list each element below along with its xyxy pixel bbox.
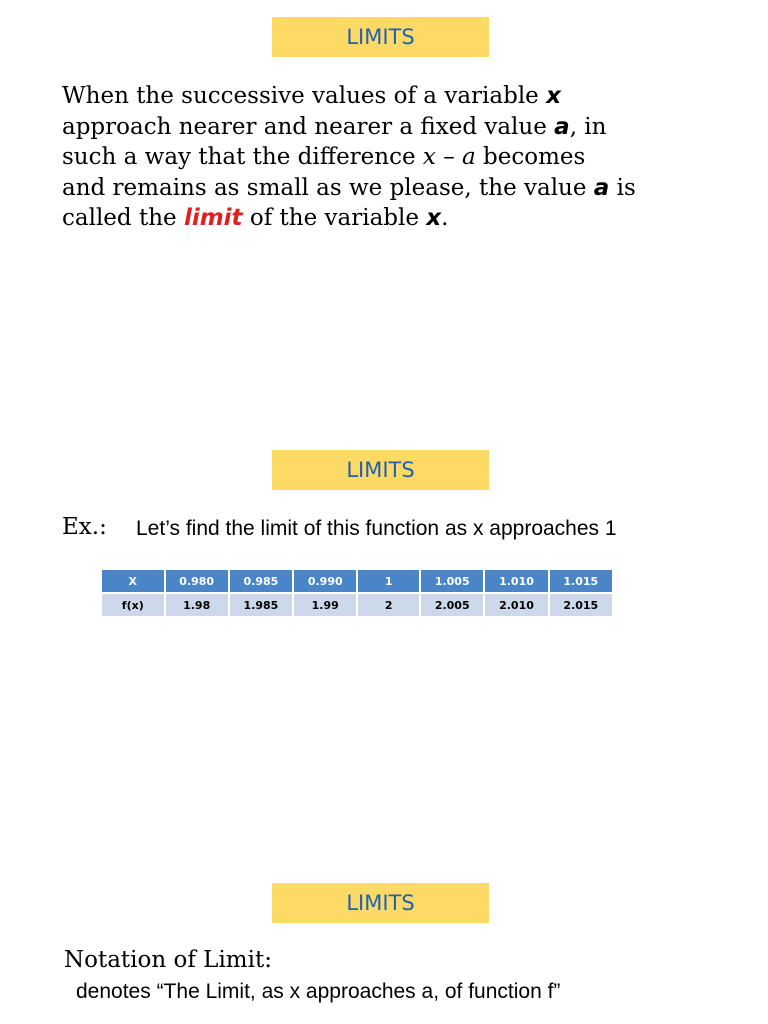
- text: When the successive values of a variable: [62, 83, 547, 109]
- row-cell: 2.005: [420, 593, 484, 616]
- notation-text: denotes “The Limit, as x approaches a, of function f”: [76, 980, 561, 1003]
- header-cell: 1.015: [549, 570, 613, 593]
- definition-line-3: [62, 142, 722, 173]
- header-cell: 0.990: [293, 570, 357, 593]
- example-text: Let’s find the limit of this function as x approaches 1: [136, 517, 617, 540]
- row-cell: 1.985: [229, 593, 293, 616]
- header-cell: 1: [357, 570, 420, 593]
- variable-x: x: [422, 144, 436, 170]
- text: approach nearer and nearer a fixed value: [62, 113, 555, 140]
- limit-definition-paragraph: [62, 81, 722, 234]
- example-label: Ex.:: [62, 514, 107, 540]
- row-cell: 2.015: [549, 593, 613, 616]
- header-cell: 0.985: [229, 570, 293, 593]
- definition-line-4: [62, 173, 722, 204]
- row-cell: 1.98: [165, 593, 229, 616]
- text: such a way that the difference: [62, 144, 423, 170]
- header-cell: 1.010: [484, 570, 548, 593]
- definition-line-1: [62, 81, 722, 112]
- header-cell: 1.005: [420, 570, 484, 593]
- header-cell: X: [102, 570, 165, 593]
- table-header-row: [102, 570, 613, 593]
- row-cell: f(x): [102, 593, 165, 616]
- text: is: [609, 174, 636, 201]
- text: called the: [62, 205, 184, 231]
- text: of the variable: [242, 205, 427, 231]
- row-cell: 2: [357, 593, 420, 616]
- definition-line-2: [62, 112, 722, 143]
- variable-a: a: [554, 113, 570, 140]
- text: .: [441, 205, 449, 231]
- notation-title: Notation of Limit:: [64, 947, 272, 973]
- text: , in: [569, 113, 607, 140]
- text: –: [435, 144, 463, 170]
- row-cell: 1.99: [293, 593, 357, 616]
- variable-a: a: [593, 174, 610, 201]
- variable-a: a: [462, 144, 476, 170]
- values-table: [102, 570, 614, 616]
- variable-x: x: [546, 83, 561, 109]
- text: becomes: [475, 144, 586, 170]
- limit-keyword: limit: [183, 205, 243, 231]
- slide2-title: LIMITS: [272, 450, 489, 490]
- slide1-title: LIMITS: [272, 17, 489, 57]
- table-row: [102, 593, 613, 616]
- variable-x: x: [426, 205, 442, 231]
- text: and remains as small as we please, the value: [62, 174, 594, 201]
- header-cell: 0.980: [165, 570, 229, 593]
- slide3-title: LIMITS: [272, 883, 489, 923]
- row-cell: 2.010: [484, 593, 548, 616]
- definition-line-5: [62, 203, 722, 234]
